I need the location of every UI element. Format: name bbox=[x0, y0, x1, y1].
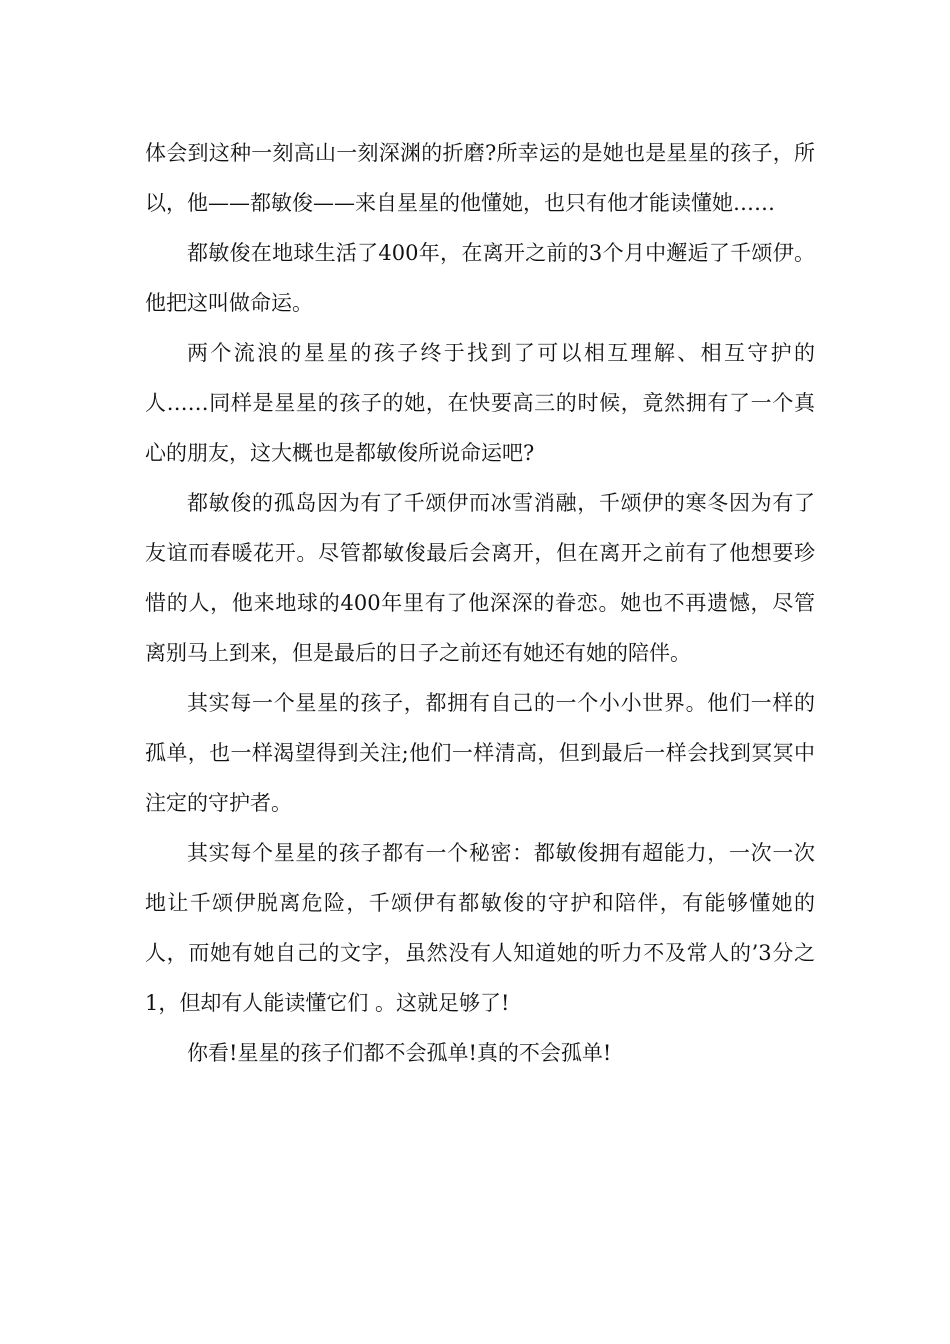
paragraph-continuation: 体会到这种一刻高山一刻深渊的折磨?所幸运的是她也是星星的孩子，所以，他——都敏俊——来自星星的他懂她，也只有他才能读懂她…… bbox=[145, 141, 815, 215]
paragraph: 都敏俊的孤岛因为有了千颂伊而冰雪消融，千颂伊的寒冬因为有了友谊而春暖花开。尽管都敏俊最后会离开，但在离开之前有了他想要珍惜的人，他来地球的400年里有了他深深的眷恋。她也不再遗憾，尽管离别马上到来，但是最后的日子之前还有她还有她的陪伴。 bbox=[145, 491, 815, 665]
paragraph: 两个流浪的星星的孩子终于找到了可以相互理解、相互守护的人……同样是星星的孩子的她，在快要高三的时候，竟然拥有了一个真心的朋友，这大概也是都敏俊所说命运吧? bbox=[145, 341, 815, 465]
paragraph: 其实每个星星的孩子都有一个秘密：都敏俊拥有超能力，一次一次地让千颂伊脱离危险，千颂伊有都敏俊的守护和陪伴，有能够懂她的人，而她有她自己的文字，虽然没有人知道她的听力不及常人的’3分之1，但却有人能读懂它们 。这就足够了! bbox=[145, 841, 815, 1015]
paragraph: 都敏俊在地球生活了400年，在离开之前的3个月中邂逅了千颂伊。他把这叫做命运。 bbox=[145, 241, 815, 315]
article-body bbox=[145, 128, 815, 1078]
paragraph: 其实每一个星星的孩子，都拥有自己的一个小小世界。他们一样的孤单，也一样渴望得到关注;他们一样清高，但到最后一样会找到冥冥中注定的守护者。 bbox=[145, 691, 815, 815]
paragraph: 你看!星星的孩子们都不会孤单!真的不会孤单! bbox=[187, 1041, 612, 1065]
